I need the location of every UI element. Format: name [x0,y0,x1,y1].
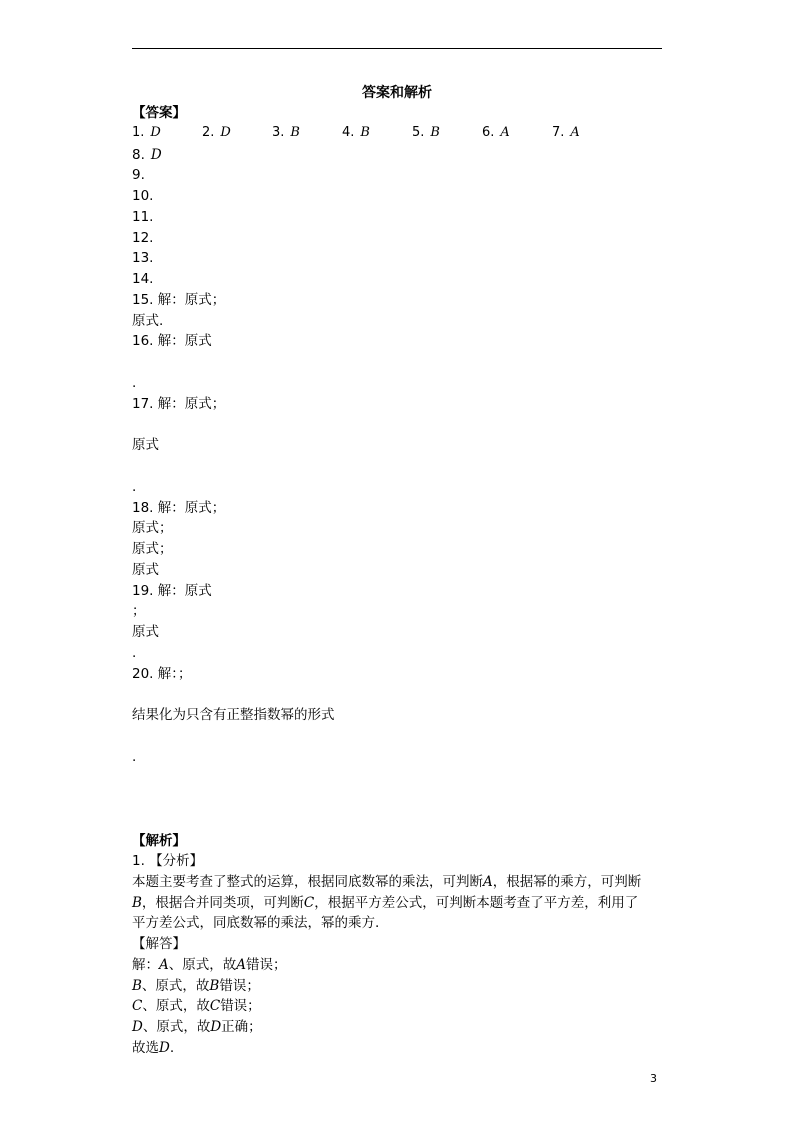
option-letter: C [209,998,221,1014]
analysis-paragraph-line [132,873,641,891]
page-number: 3 [650,1072,657,1085]
answer-letter: A [570,125,580,140]
solution-text: . [169,1040,175,1056]
answer-line: 18. 解：原式； [132,500,226,516]
answer-letter: B [360,125,370,140]
answer-number: 6. [482,125,495,140]
analysis-text: ，根据平方差公式，可判断本题考查了平方差，利用了 [314,895,639,911]
answer-item [272,124,300,142]
option-letter: B [132,895,142,911]
option-letter: D [210,1019,222,1035]
analysis-paragraph-line: 平方差公式，同底数幂的乘法，幂的乘方. [132,915,380,931]
answer-item [342,124,370,142]
answer-line: 19. 解：原式 [132,583,212,599]
analysis-heading: 【解析】 [132,833,186,849]
answer-item [482,124,510,142]
answer-line: 原式 [132,624,159,640]
answer-line: 结果化为只含有正整指数幂的形式 [132,707,335,723]
solution-line [132,1018,262,1036]
answer-number: 3. [272,125,285,140]
solution-text: 、原式，故 [141,978,210,994]
answer-line: 原式. [132,313,164,329]
option-letter: C [132,998,143,1014]
option-letter: B [209,978,220,994]
solution-line [132,956,287,974]
answer-number: 5. [412,125,425,140]
answer-letter: D [150,125,161,140]
answer-line: . [132,749,137,765]
answer-item [412,124,440,142]
answer-line: . [132,479,137,495]
answer-letter: A [500,125,510,140]
answer-line: 11. [132,209,154,225]
solution-line [132,977,260,995]
solution-text: 、原式，故 [142,998,210,1014]
answer-line: . [132,375,137,391]
option-letter: D [132,1019,143,1035]
analysis-paragraph-line [132,894,638,912]
solution-text: 、原式，故 [168,957,237,973]
answer-line: 16. 解：原式 [132,333,212,349]
solution-line [132,997,261,1015]
solution-text: 正确； [221,1019,262,1035]
answer-line: 15. 解：原式； [132,292,226,308]
solution-line [132,1039,174,1057]
answer-letter: B [290,125,300,140]
answer-line: 原式； [132,520,173,536]
answer-number: 4. [342,125,355,140]
answer-letter: B [430,125,440,140]
answer-letter: D [220,125,231,140]
solution-text: 错误； [246,957,287,973]
header-rule [132,48,662,49]
answer-line: . [132,645,137,661]
answer-line: 12. [132,230,154,246]
answer-item [132,124,161,142]
analysis-text: ，根据幂的乘方，可判断 [492,874,642,890]
answer-line: 原式； [132,541,173,557]
solution-text: 故选 [132,1040,159,1056]
answer-number: 7. [552,125,565,140]
answer-line: 17. 解：原式； [132,396,226,412]
solution-label: 【解答】 [132,936,186,952]
answer-number: 8. [132,147,145,163]
page-title: 答案和解析 [362,85,432,101]
answer-line: 原式 [132,562,159,578]
answer-item-8 [132,146,162,164]
option-letter: A [159,957,169,973]
option-letter: A [483,874,493,890]
answer-line: 10. [132,188,154,204]
answer-line: 13. [132,250,154,266]
answer-item [552,124,580,142]
solution-text: 错误； [219,978,260,994]
solution-text: 错误； [220,998,261,1014]
answer-line: 9. [132,167,145,183]
answer-number: 2. [202,125,215,140]
analysis-text: 本题主要考查了整式的运算，根据同底数幂的乘法，可判断 [132,874,483,890]
solution-text: 、原式，故 [142,1019,211,1035]
solution-text: 解： [132,957,159,973]
answer-letter: D [150,147,162,163]
option-letter: D [159,1040,170,1056]
answer-line: 原式 [132,437,159,453]
analysis-item-label: 1. 【分析】 [132,853,204,869]
option-letter: C [303,895,315,911]
option-letter: A [236,957,246,973]
answer-line: ； [132,603,146,619]
answer-line: 20. 解：； [132,666,192,682]
option-letter: B [132,978,142,994]
answer-line: 14. [132,271,154,287]
answer-number: 1. [132,125,145,140]
analysis-text: ，根据合并同类项，可判断 [141,895,304,911]
answer-item [202,124,231,142]
answers-heading: 【答案】 [132,105,186,121]
